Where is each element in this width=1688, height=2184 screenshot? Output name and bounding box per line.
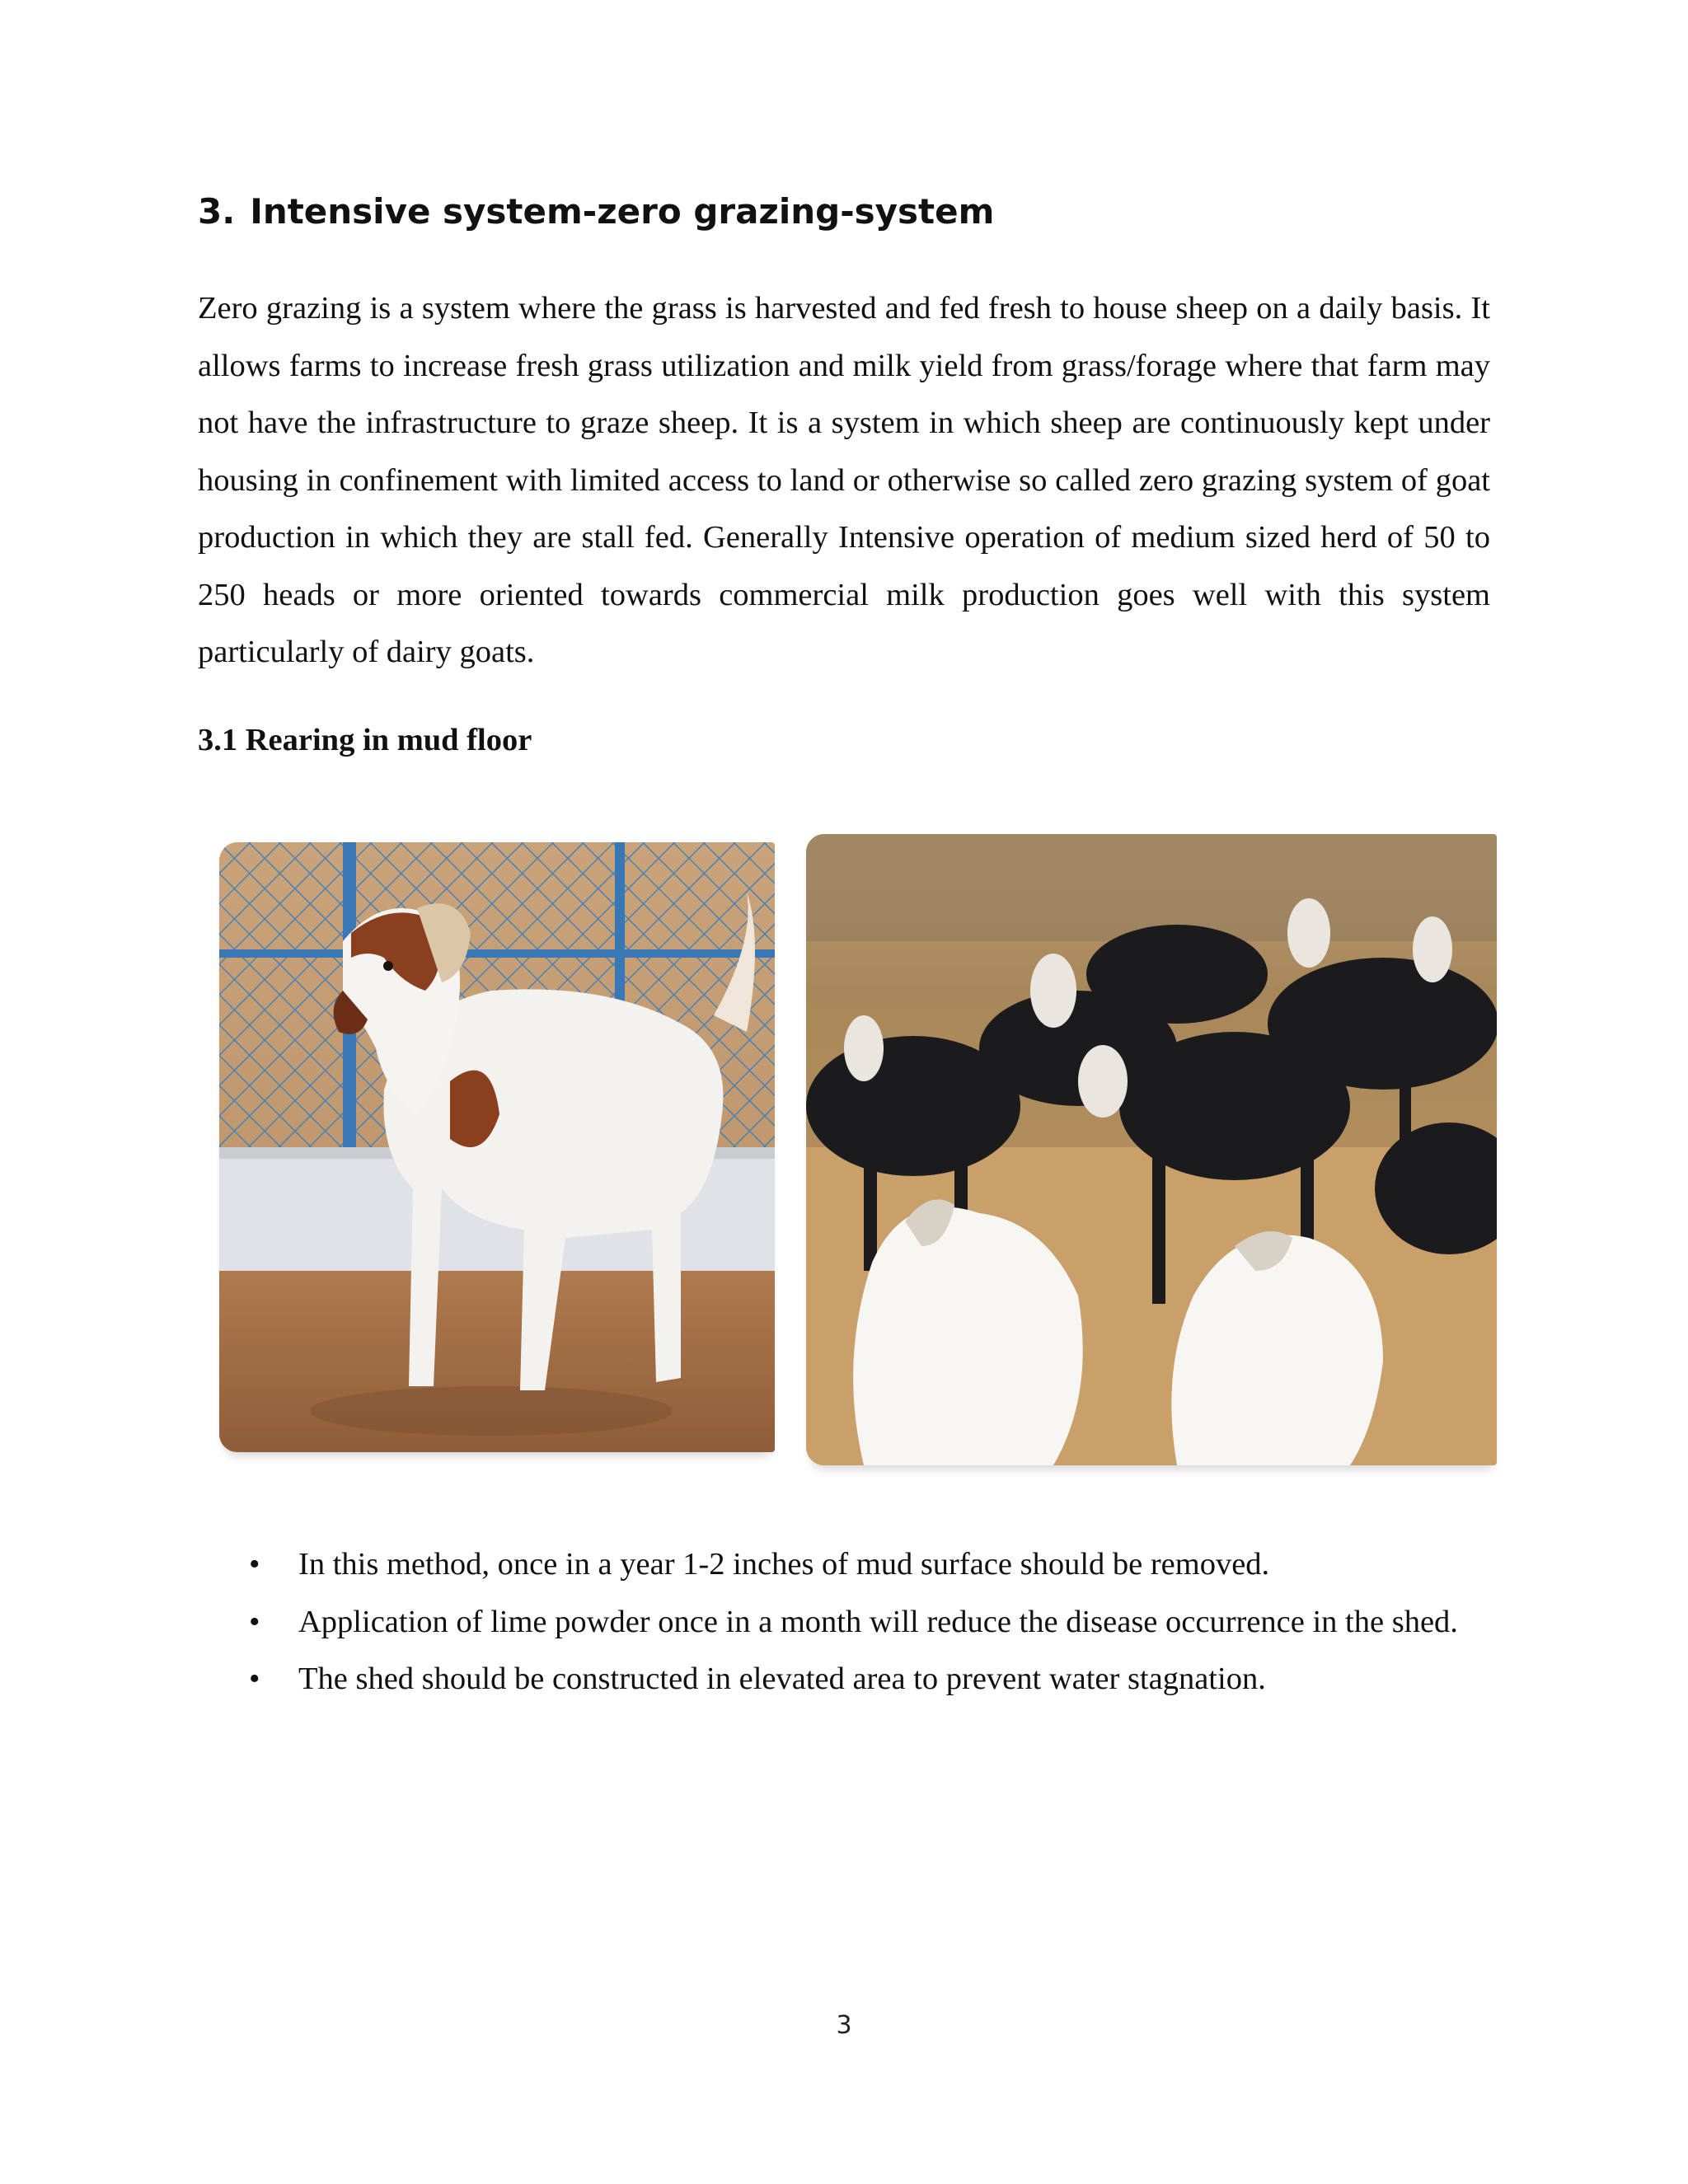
bullet-icon: •: [249, 1604, 260, 1639]
goat-photo-herd: [806, 834, 1497, 1465]
list-item: [198, 1651, 1484, 1708]
bullet-text: In this method, once in a year 1-2 inches of mud surface should be removed.: [298, 1547, 1270, 1582]
body-paragraph: Zero grazing is a system where the grass is harvested and fed fresh to house sheep on a daily basis. It allows farms to increase fresh grass utilization and milk yield from grass/forage where that farm may not have the infrastructure to graze sheep. It is a system in which sheep are continuously kept under housing in confinement with limited access to land or otherwise so called zero grazing system of goat production in which they are stall fed. Generally Intensive operation of medium sized herd of 50 to 250 heads or more oriented towards commercial milk production goes well with this system particularly of dairy goats.: [198, 291, 1490, 669]
bullet-text: The shed should be constructed in elevated area to prevent water stagnation.: [298, 1661, 1266, 1696]
bullet-list: [198, 1536, 1484, 1708]
section-heading: [198, 191, 994, 232]
section-number: 3.: [198, 191, 236, 232]
section-title: Intensive system-zero grazing-system: [250, 191, 995, 232]
page-number: 3: [836, 2011, 852, 2040]
goat-photo-single: [219, 842, 775, 1452]
bullet-icon: •: [249, 1547, 260, 1582]
subsection-heading: 3.1 Rearing in mud floor: [198, 723, 532, 757]
bullet-text: Application of lime powder once in a month will reduce the disease occurrence in the shed.: [298, 1604, 1458, 1639]
bullet-icon: •: [249, 1661, 260, 1696]
list-item: [198, 1594, 1484, 1652]
list-item: [198, 1536, 1484, 1594]
